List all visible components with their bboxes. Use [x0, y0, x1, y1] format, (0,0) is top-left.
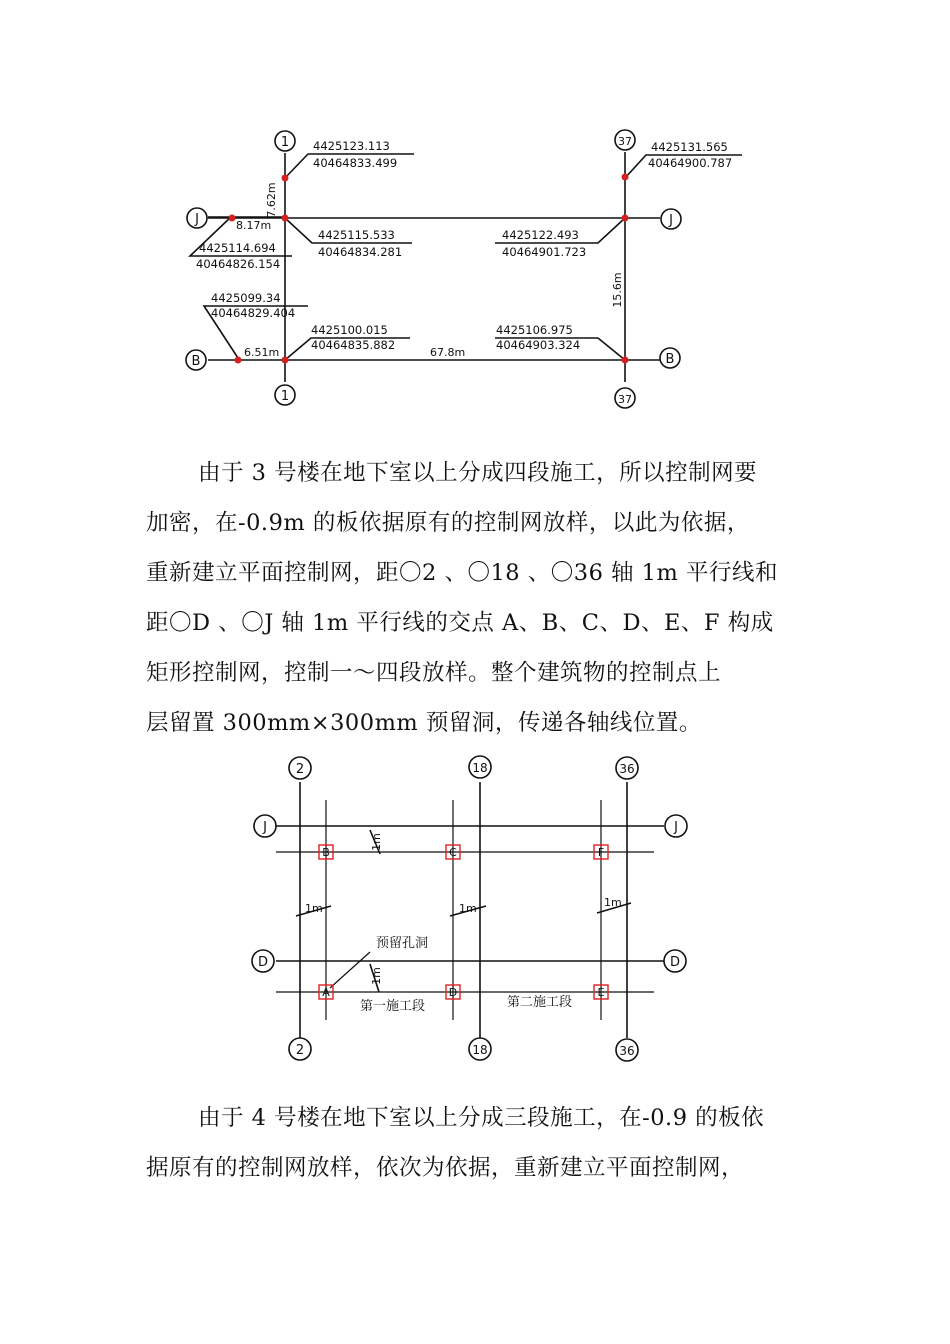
axis-1-bottom-label: 1: [280, 389, 290, 404]
control-network-svg: [0, 118, 950, 418]
coord-p1J-e: 40464834.281: [318, 245, 403, 259]
axis-36-bottom-label: 36: [619, 1044, 635, 1058]
coord-pJ-left-n: 4425114.694: [199, 241, 276, 255]
dim-678-label: 67.8m: [430, 346, 466, 359]
control-grid-svg: [0, 752, 950, 1070]
axis-37-bottom-label: 37: [618, 393, 632, 406]
axis-D-right-label: D: [669, 955, 681, 970]
coord-p1B-e: 40464835.882: [311, 338, 396, 352]
reserved-hole-label: 预留孔洞: [376, 936, 429, 951]
coord-p1J-n: 4425115.533: [318, 228, 395, 242]
axis-18-bottom-label: 18: [472, 1043, 488, 1057]
dim-1m-label: 1m: [305, 902, 323, 915]
control-point: [229, 215, 236, 222]
coord-p37B-e: 40464903.324: [496, 338, 581, 352]
paragraph-building3: [146, 448, 814, 748]
control-point: [622, 174, 629, 181]
dim-762-label: 7.62m: [265, 182, 278, 218]
dim-1m-label: 1m: [370, 967, 383, 985]
paragraph-line: 距〇D 、〇J 轴 1m 平行线的交点 A、B、C、D、E、F 构成: [146, 610, 774, 636]
paragraph-line: 据原有的控制网放样，依次为依据，重新建立平面控制网，: [146, 1155, 745, 1181]
dim-1m-label: 1m: [604, 896, 622, 909]
dim-1m-label: 1m: [459, 902, 477, 915]
axis-B-left-label: B: [191, 354, 201, 369]
point-C-label: C: [449, 846, 457, 859]
coord-pB-left-e: 40464829.404: [211, 306, 296, 320]
rectangular-control-grid-figure: [0, 752, 950, 1070]
dim-651-label: 6.51m: [244, 346, 280, 359]
axis-J-left-label: J: [263, 820, 267, 835]
stage-2-label: 第二施工段: [507, 995, 573, 1010]
axis-J-right-label: J: [674, 820, 678, 835]
paragraph-line: 层留置 300mm×300mm 预留洞，传递各轴线位置。: [146, 710, 702, 736]
coord-p1-top-n: 4425123.113: [313, 139, 390, 153]
control-point: [235, 357, 242, 364]
control-point: [622, 215, 629, 222]
axis-B-right-label: B: [665, 352, 675, 367]
paragraph-line: 加密，在-0.9m 的板依据原有的控制网放样，以此为依据，: [146, 510, 750, 536]
axis-2-top-label: 2: [295, 762, 305, 777]
control-point: [282, 215, 289, 222]
paragraph-line: 由于 4 号楼在地下室以上分成三段施工，在-0.9 的板依: [198, 1105, 765, 1131]
point-F-label: F: [597, 846, 605, 859]
point-B-label: B: [322, 846, 330, 859]
paragraph-building4: [146, 1093, 814, 1193]
axis-D-left-label: D: [257, 955, 269, 970]
dim-156-label: 15.6m: [611, 272, 624, 308]
dim-1m-label: 1m: [370, 833, 383, 851]
paragraph-line: 矩形控制网，控制一～四段放样。整个建筑物的控制点上: [146, 660, 722, 686]
axis-J-left-label: J: [195, 212, 199, 227]
coord-p37J-n: 4425122.493: [502, 228, 579, 242]
dim-817-label: 8.17m: [236, 219, 272, 232]
coord-p37-top-n: 4425131.565: [651, 140, 728, 154]
coord-p37J-e: 40464901.723: [502, 245, 587, 259]
point-E-label: E: [597, 986, 605, 999]
control-network-plan-figure: [0, 118, 950, 418]
coord-pB-left-n: 4425099.34: [211, 291, 281, 305]
point-D-label: D: [448, 986, 458, 999]
axis-1-top-label: 1: [280, 135, 290, 150]
paragraph-line: 由于 3 号楼在地下室以上分成四段施工，所以控制网要: [198, 460, 758, 486]
axis-36-top-label: 36: [619, 762, 635, 776]
stage-1-label: 第一施工段: [360, 999, 426, 1014]
paragraph-line: 重新建立平面控制网，距〇2 、〇18 、〇36 轴 1m 平行线和: [146, 560, 778, 586]
control-point: [282, 357, 289, 364]
axis-J-right-label: J: [669, 213, 673, 228]
coord-p37-top-e: 40464900.787: [648, 156, 733, 170]
coord-p1-top-e: 40464833.499: [313, 156, 398, 170]
axis-2-bottom-label: 2: [295, 1043, 305, 1058]
coord-pJ-left-e: 40464826.154: [196, 257, 281, 271]
coord-p1B-n: 4425100.015: [311, 323, 388, 337]
coord-p37B-n: 4425106.975: [496, 323, 573, 337]
point-A-label: A: [322, 986, 330, 999]
axis-37-top-label: 37: [618, 135, 632, 148]
control-point: [282, 175, 289, 182]
control-point: [622, 357, 629, 364]
axis-18-top-label: 18: [472, 761, 488, 775]
hole-leader-line: [330, 952, 370, 988]
